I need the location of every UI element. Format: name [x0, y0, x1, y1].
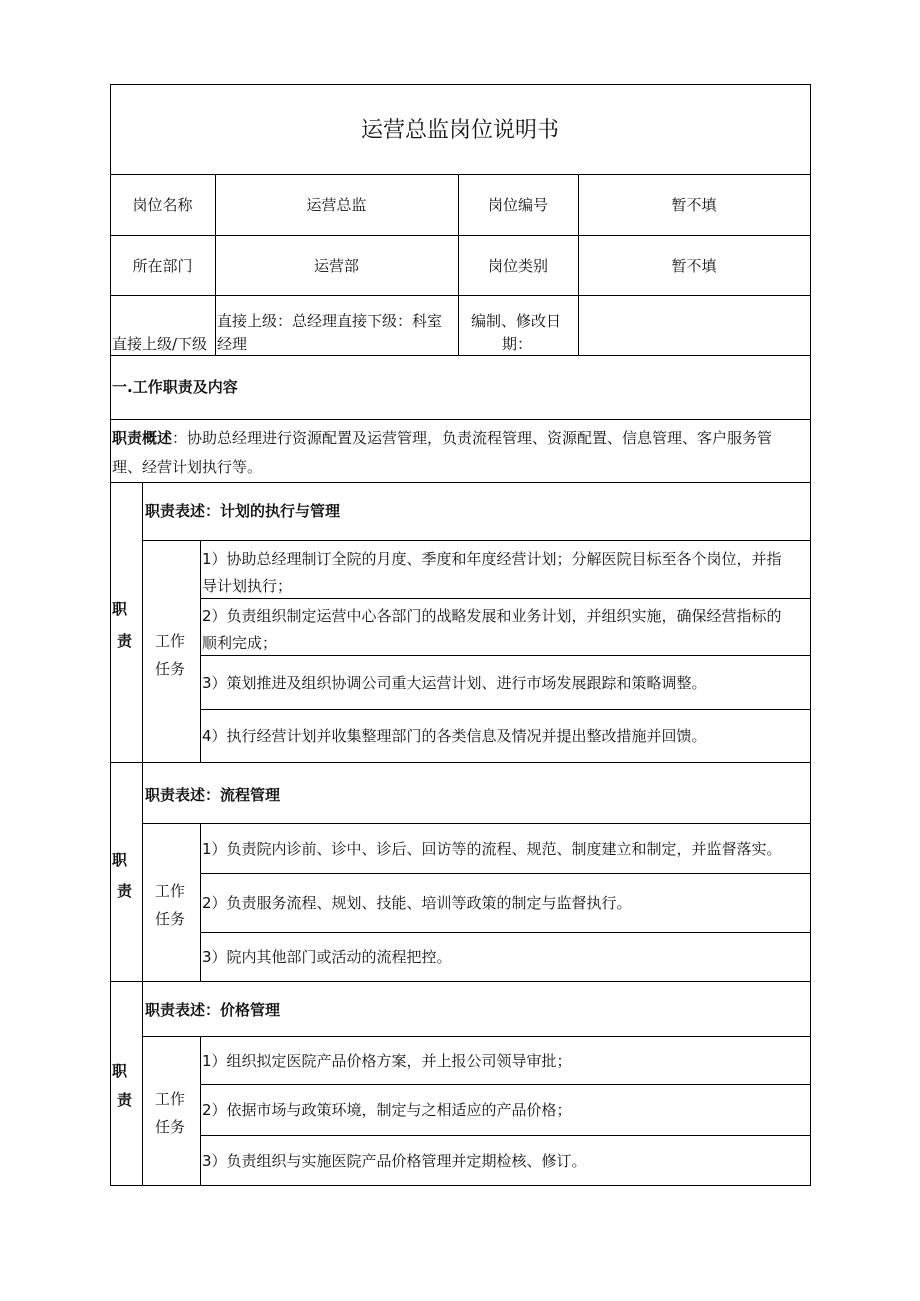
duty-description-prefix: 职责表述：: [145, 786, 221, 804]
edit-date-label-line1: 编制、修改日: [471, 312, 562, 330]
table-divider: [200, 655, 811, 656]
table-divider: [200, 1135, 811, 1136]
duty-title: 价格管理: [220, 1001, 281, 1019]
edit-date-label-line2: 期：: [502, 335, 533, 353]
superior-label: 直接上级/下级: [112, 335, 208, 353]
duty-description: [145, 997, 280, 1023]
section-heading: 一.工作职责及内容: [112, 378, 238, 396]
duty-description-prefix: 职责表述：: [145, 502, 221, 520]
duty-side-label: 职: [112, 851, 128, 869]
table-divider: [110, 419, 811, 420]
table-divider: [200, 932, 811, 933]
table-border-bottom: [110, 1185, 811, 1186]
superior-value-line1: 直接上级：总经理直接下级：科室: [217, 312, 443, 330]
task-item: 3）负责组织与实施医院产品价格管理并定期检核、修订。: [202, 1152, 587, 1170]
table-divider: [142, 981, 143, 1186]
task-label: 工作: [155, 632, 186, 650]
table-divider: [200, 873, 811, 874]
position-type-label: 岗位类别: [487, 257, 548, 275]
task-item: 导计划执行；: [202, 577, 293, 595]
duty-side-label: 职: [112, 600, 128, 618]
table-divider: [142, 823, 811, 824]
task-item: 4）执行经营计划并收集整理部门的各类信息及情况并提出整改措施并回馈。: [202, 727, 707, 745]
task-label: 工作: [155, 882, 186, 900]
task-label: 任务: [155, 1118, 186, 1136]
task-label: 任务: [155, 910, 186, 928]
task-label: 任务: [155, 660, 186, 678]
table-border-left: [110, 84, 111, 1186]
overview-text: ：协助总经理进行资源配置及运营管理，负责流程管理、资源配置、信息管理、客户服务管: [172, 429, 773, 447]
table-divider: [142, 482, 143, 763]
task-item: 2）负责服务流程、规划、技能、培训等政策的制定与监督执行。: [202, 894, 632, 912]
duty-side-label: 责: [117, 1091, 133, 1109]
duty-title: 流程管理: [220, 786, 281, 804]
table-divider: [142, 762, 143, 982]
position-type-value: 暂不填: [671, 257, 717, 275]
overview-line2: 理、经营计划执行等。: [112, 458, 263, 476]
table-divider: [142, 1036, 811, 1037]
task-item: 2）依据市场与政策环境，制定与之相适应的产品价格；: [202, 1101, 572, 1119]
overview-label: 职责概述: [112, 429, 173, 447]
duty-side-label: 责: [117, 882, 133, 900]
duty-title: 计划的执行与管理: [220, 502, 341, 520]
table-divider: [200, 823, 201, 982]
department-value: 运营部: [313, 257, 359, 275]
department-label: 所在部门: [132, 257, 193, 275]
task-item: 1）组织拟定医院产品价格方案，并上报公司领导审批；: [202, 1052, 572, 1070]
task-label: 工作: [155, 1090, 186, 1108]
table-border-top: [110, 84, 811, 85]
duty-description-prefix: 职责表述：: [145, 1001, 221, 1019]
duty-description: [145, 498, 340, 524]
position-name-label: 岗位名称: [132, 196, 193, 214]
task-item: 3）策划推进及组织协调公司重大运营计划、进行市场发展跟踪和策略调整。: [202, 674, 707, 692]
task-item: 1）负责院内诊前、诊中、诊后、回访等的流程、规范、制度建立和制定，并监督落实。: [202, 840, 782, 858]
task-item: 2）负责组织制定运营中心各部门的战略发展和业务计划，并组织实施，确保经营指标的: [202, 607, 782, 625]
task-item: 3）院内其他部门或活动的流程把控。: [202, 948, 452, 966]
table-divider: [110, 482, 811, 483]
table-divider: [110, 762, 811, 763]
position-name-value: 运营总监: [306, 196, 367, 214]
overview-line1: [112, 425, 772, 451]
task-item: 1）协助总经理制订全院的月度、季度和年度经营计划；分解医院目标至各个岗位，并指: [202, 550, 782, 568]
table-divider: [200, 1036, 201, 1186]
duty-side-label: 职: [112, 1062, 128, 1080]
table-divider: [200, 709, 811, 710]
duty-side-label: 责: [117, 632, 133, 650]
task-item: 顺利完成；: [202, 634, 278, 652]
position-code-value: 暂不填: [671, 196, 717, 214]
table-divider: [200, 540, 201, 763]
table-divider: [110, 981, 811, 982]
table-border-right: [810, 84, 811, 1186]
table-divider: [200, 1084, 811, 1085]
superior-value-line2: 经理: [217, 335, 248, 353]
position-code-label: 岗位编号: [487, 196, 548, 214]
duty-description: [145, 782, 280, 808]
table-divider: [142, 540, 811, 541]
page-title: 运营总监岗位说明书: [360, 118, 559, 143]
